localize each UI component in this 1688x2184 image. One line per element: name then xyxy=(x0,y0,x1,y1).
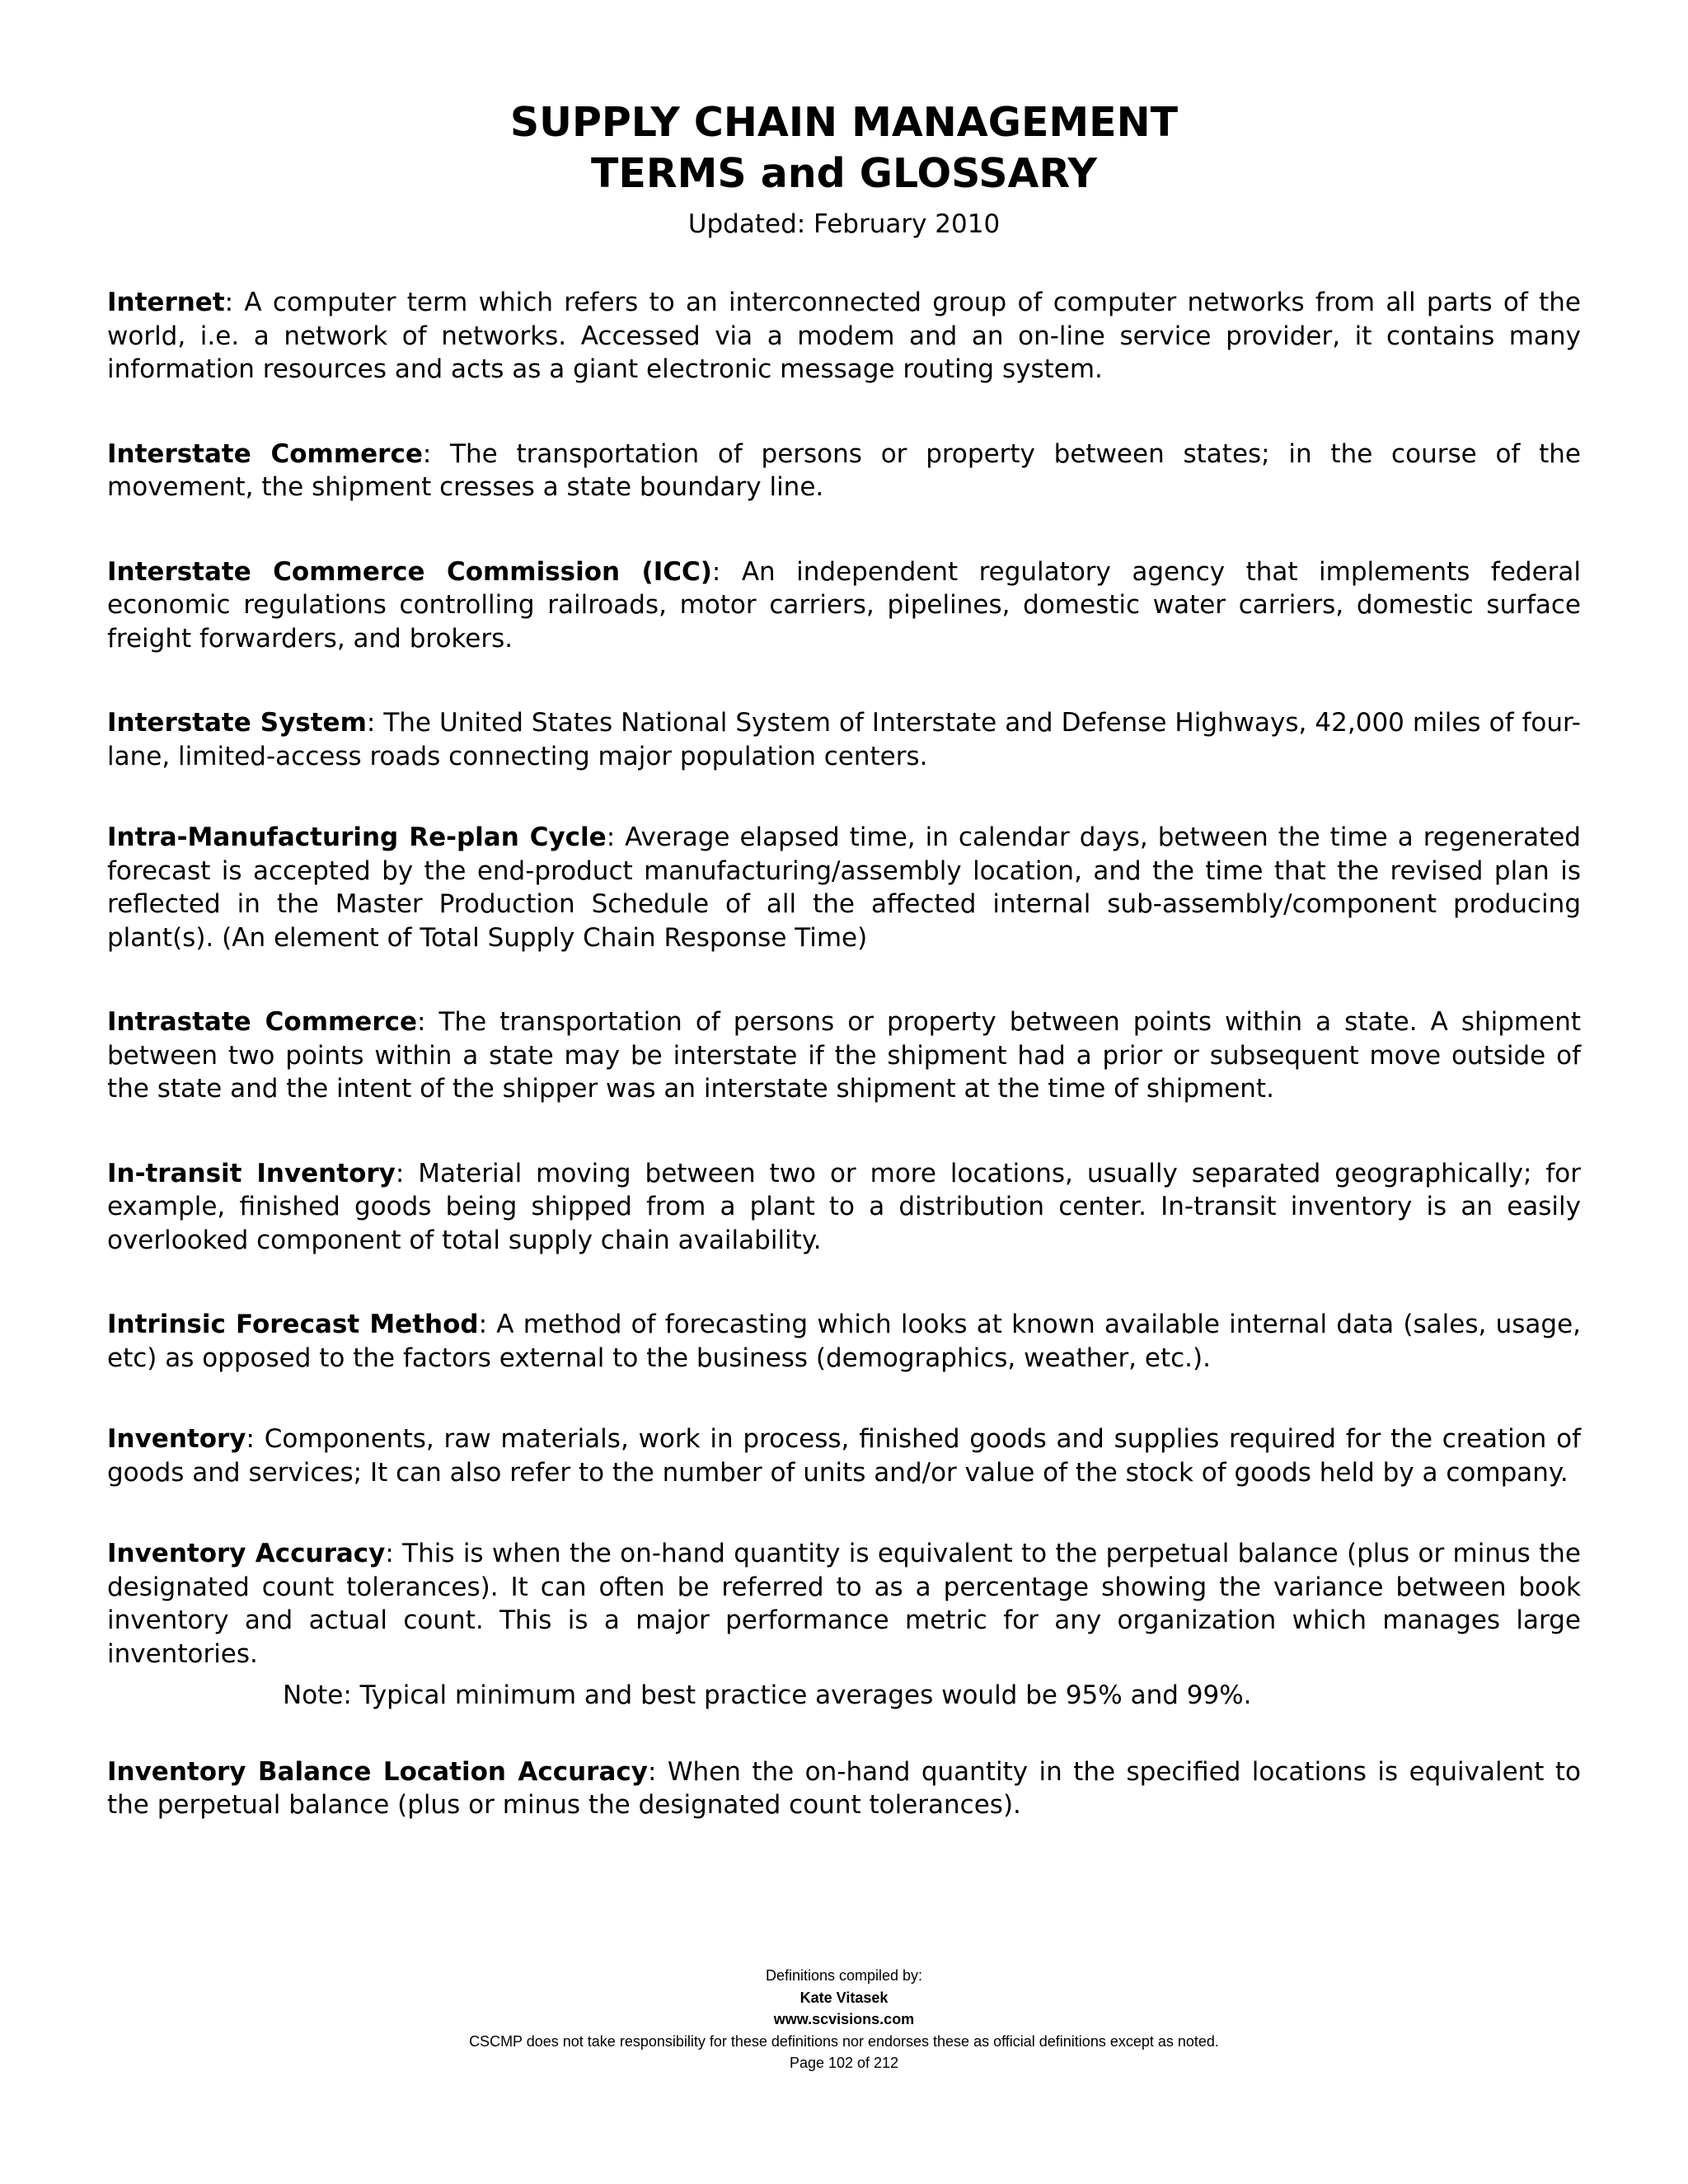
glossary-term: Intra-Manufacturing Re-plan Cycle xyxy=(107,823,607,852)
glossary-definition: : The transportation of persons or property between states; in the course of the movement, the shipment cresses a state boundary line. xyxy=(107,438,1581,502)
glossary-term: Internet xyxy=(107,288,225,317)
glossary-term: Intrinsic Forecast Method xyxy=(107,1310,479,1339)
glossary-term: Inventory Balance Location Accuracy xyxy=(107,1756,648,1787)
glossary-term: Interstate Commerce Commission (ICC) xyxy=(107,556,712,587)
footer-website: www.scvisions.com xyxy=(773,2011,915,2027)
glossary-term: Interstate System xyxy=(107,708,367,738)
glossary-term: In-transit Inventory xyxy=(107,1158,396,1188)
glossary-definition: : Average elapsed time, in calendar days, between the time a regenerated forecast is accepted by the end-product manufacturing/assembly location, and the time that the revised plan is reflected in the Master Production Schedule of all the affected internal sub-assembly/component producing plant(s). (An element of Total Supply Chain Response Time) xyxy=(107,823,1581,953)
glossary-entry-inventory-balance-location-accuracy xyxy=(107,1755,1581,1822)
glossary-definition: : Material moving between two or more locations, usually separated geographically; for example, finished goods being shipped from a plant to a distribution center. In-transit inventory is an easily overlooked component of total supply chain availability. xyxy=(107,1158,1581,1255)
glossary-entry-inventory-accuracy xyxy=(107,1537,1581,1671)
glossary-entry-intrinsic-forecast-method xyxy=(107,1308,1581,1375)
glossary-definition: : An independent regulatory agency that implements federal economic regulations controlling railroads, motor carriers, pipelines, domestic water carriers, domestic surface freight forwarders, and brokers. xyxy=(107,556,1581,654)
glossary-definition: : Components, raw materials, work in process, finished goods and supplies required for the creation of goods and services; It can also refer to the number of units and/or value of the stock of goods held by a company. xyxy=(107,1424,1581,1488)
glossary-note: Note: Typical minimum and best practice averages would be 95% and 99%. xyxy=(283,1680,1252,1710)
page-footer xyxy=(0,1965,1688,2074)
glossary-definition: : When the on-hand quantity in the specified locations is equivalent to the perpetual balance (plus or minus the designated count tolerances). xyxy=(107,1756,1582,1820)
footer-disclaimer: CSCMP does not take responsibility for these definitions nor endorses these as official definitions except as noted. xyxy=(469,2032,1219,2050)
glossary-entry-interstate-commerce xyxy=(107,438,1581,504)
glossary-entries xyxy=(107,286,1581,1822)
glossary-definition: : The transportation of persons or property between points within a state. A shipment between two points within a state may be interstate if the shipment had a prior or subsequent move outside of the state and the intent of the shipper was an interstate shipment at the time of shipment. xyxy=(107,1007,1582,1104)
glossary-entry-internet xyxy=(107,286,1581,387)
footer-author: Kate Vitasek xyxy=(799,1989,889,2006)
glossary-term: Inventory Accuracy xyxy=(107,1539,386,1568)
updated-date: Updated: February 2010 xyxy=(687,209,1001,239)
glossary-term: Intrastate Commerce xyxy=(107,1007,418,1037)
glossary-definition: : This is when the on-hand quantity is equivalent to the perpetual balance (plus or minus the designated count tolerances). It can often be referred to as a percentage showing the variance between book inventory and actual count. This is a major performance metric for any organization which manages large inventories. xyxy=(107,1539,1581,1669)
footer-compiled-by: Definitions compiled by: xyxy=(765,1967,923,1984)
glossary-entry-in-transit-inventory xyxy=(107,1157,1581,1258)
glossary-term: Inventory xyxy=(107,1424,246,1454)
page-title-line-1: SUPPLY CHAIN MANAGEMENT xyxy=(509,99,1179,146)
glossary-definition: : A computer term which refers to an interconnected group of computer networks from all parts of the world, i.e. a network of networks. Accessed via a modem and an on-line service provider, it contains many information resources and acts as a giant electronic message routing system. xyxy=(107,288,1581,384)
glossary-entry-inventory xyxy=(107,1422,1581,1489)
page-title-line-2: TERMS and GLOSSARY xyxy=(590,150,1097,197)
glossary-entry-intrastate-commerce xyxy=(107,1005,1581,1106)
glossary-entry-interstate-system xyxy=(107,706,1581,773)
glossary-entry-interstate-commerce-commission xyxy=(107,555,1581,656)
glossary-definition: : The United States National System of Interstate and Defense Highways, 42,000 miles of four-lane, limited-access roads connecting major population centers. xyxy=(107,708,1581,771)
document-header xyxy=(0,97,1688,241)
glossary-entry-intra-manufacturing-replan-cycle xyxy=(107,821,1581,954)
footer-page-number: Page 102 of 212 xyxy=(789,2055,899,2071)
glossary-definition: : A method of forecasting which looks at known available internal data (sales, usage, etc) as opposed to the factors external to the business (demographics, weather, etc.). xyxy=(107,1310,1581,1373)
glossary-term: Interstate Commerce xyxy=(107,438,423,469)
